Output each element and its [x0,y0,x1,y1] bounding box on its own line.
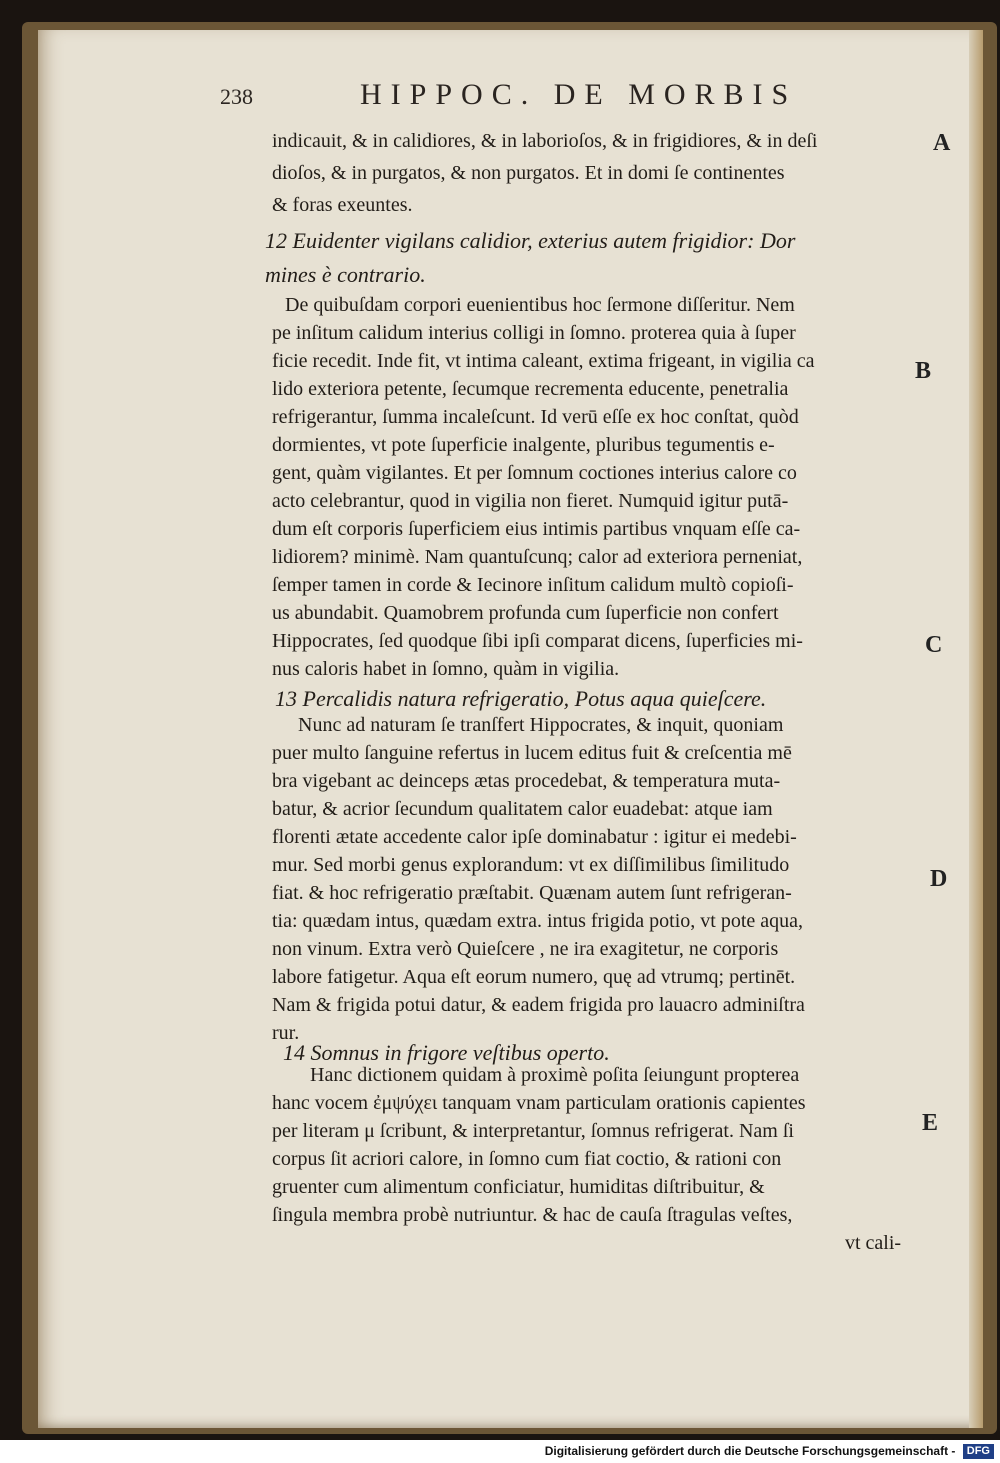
text-line: labore fatigetur. Aqua eſt eorum numero, quę ad vtrumq; pertinēt. [272,966,796,988]
text-line: rur. [272,1022,300,1044]
page-number: 238 [220,84,253,109]
dfg-logo: DFG [963,1444,994,1459]
text-line: acto celebrantur, quod in vigilia non fieret. Numquid igitur putā- [272,490,789,512]
text-line: us abundabit. Quamobrem profunda cum ſuperficie non confert [272,602,779,624]
margin-letter-a: A [933,130,951,156]
text-line: lidiorem? minimè. Nam quantuſcunq; calor ad exteriora perneniat, [272,546,803,568]
text-line: corpus ſit acriori calore, in ſomno cum fiat coctio, & rationi con [272,1148,782,1170]
text-line: lido exteriora petente, ſecumque recrementa educente, penetralia [272,378,789,400]
text-line: fiat. & hoc refrigeratio præſtabit. Quænam autem ſunt refrigeran- [272,882,792,904]
text-line: dum eſt corporis ſuperficiem eius intimis partibus vnquam eſſe ca- [272,518,801,540]
text-line: dioſos, & in purgatos, & non purgatos. Et in domi ſe continentes [272,162,785,184]
section-heading-line: 14 Somnus in frigore veſtibus operto. [283,1040,610,1065]
text-line: florenti ætate accedente calor ipſe dominabatur : igitur ei medebi- [272,826,797,848]
text-line: ſingula membra probè nutriuntur. & hac de cauſa ſtragulas veſtes, [272,1204,793,1226]
text-line: & foras exeuntes. [272,194,413,216]
text-line: ficie recedit. Inde fit, vt intima caleant, extima frigeant, in vigilia ca [272,350,815,372]
margin-letter-e: E [922,1110,939,1136]
text-line: Nam & frigida potui datur, & eadem frigida pro lauacro adminiſtra [272,994,805,1016]
page-fore-edge [969,30,983,1428]
text-line: bra vigebant ac deinceps ætas procedebat, & temperatura muta- [272,770,781,792]
text-line: vt cali- [845,1232,902,1254]
text-line: mur. Sed morbi genus explorandum: vt ex diſſimilibus ſimilitudo [272,854,790,876]
section-heading-line: 13 Percalidis natura refrigeratio, Potus aqua quieſcere. [275,686,767,711]
text-line: Hanc dictionem quidam à proximè poſita ſeiungunt propterea [310,1064,800,1086]
text-line: Nunc ad naturam ſe tranſfert Hippocrates, & inquit, quoniam [298,714,784,736]
section-heading-line: 12 Euidenter vigilans calidior, exterius autem frigidior: Dor [265,228,796,253]
text-line: gruenter cum alimentum conficiatur, humiditas diſtribuitur, & [272,1176,765,1198]
text-line: dormientes, vt pote ſuperficie inalgente, pluribus tegumentis e- [272,434,775,456]
text-line: tia: quædam intus, quædam extra. intus frigida potio, vt pote aqua, [272,910,804,932]
margin-letter-d: D [930,866,948,892]
text-line: De quibuſdam corpori euenientibus hoc ſermone diſſeritur. Nem [285,294,795,316]
text-line: indicauit, & in calidiores, & in laborioſos, & in frigidiores, & in deſi [272,130,818,152]
footer-credit: Digitalisierung gefördert durch die Deutsche Forschungsgemeinschaft - [544,1444,956,1458]
text-line: ſemper tamen in corde & Iecinore inſitum calidum multò copioſi- [272,574,794,596]
running-title: HIPPOC. DE MORBIS [360,78,798,111]
text-line: non vinum. Extra verò Quieſcere , ne ira exagitetur, ne corporis [272,938,779,960]
text-line: refrigerantur, ſumma incaleſcunt. Id verū eſſe ex hoc conſtat, quòd [272,406,799,428]
text-line: per literam μ ſcribunt, & interpretantur, ſomnus refrigerat. Nam ſi [272,1120,794,1142]
footer-bar [0,1440,1000,1463]
text-line: nus caloris habet in ſomno, quàm in vigilia. [272,658,620,680]
text-line: gent, quàm vigilantes. Et per ſomnum coctiones interius calore co [272,462,797,484]
text-line: hanc vocem ἐμψύχει tanquam vnam particulam orationis capientes [272,1092,806,1114]
text-line: puer multo ſanguine refertus in lucem editus fuit & creſcentia mē [272,742,792,764]
text-line: Hippocrates, ſed quodque ſibi ipſi comparat dicens, ſuperficies mi- [272,630,803,652]
text-line: batur, & acrior ſecundum qualitatem calor euadebat: atque iam [272,798,773,820]
section-heading-line: mines è contrario. [265,262,426,287]
text-line: pe inſitum calidum interius colligi in ſomno. proterea quia à ſuper [272,322,796,344]
margin-letter-c: C [925,632,943,658]
margin-letter-b: B [915,358,932,384]
